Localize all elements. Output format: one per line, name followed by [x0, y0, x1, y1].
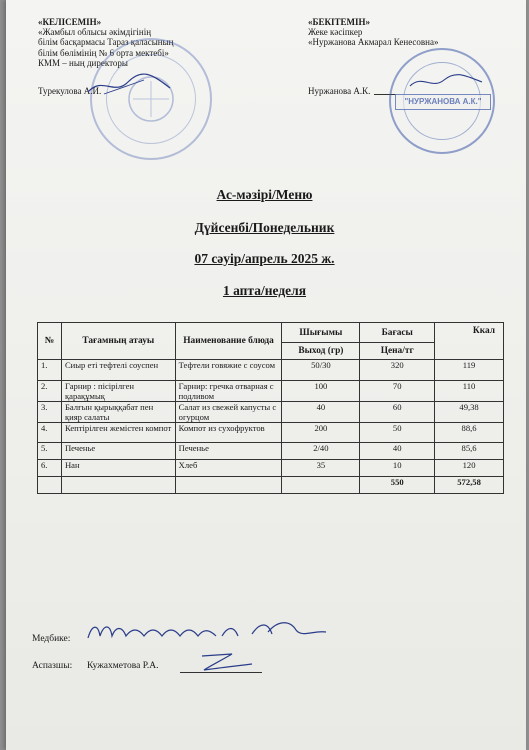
approval-block-right	[308, 17, 508, 48]
row-price: 320	[360, 360, 435, 381]
header-output-kz: Шығымы	[282, 323, 360, 343]
cook-signature	[192, 648, 262, 676]
day-title: Дүйсенбі/Понедельник	[194, 220, 335, 235]
row-price: 10	[360, 460, 435, 477]
header-idx: №	[38, 323, 62, 360]
row-name-ru: Салат из свежей капусты с огурцом	[175, 401, 282, 422]
header-kcal: Ккал	[435, 323, 504, 360]
row-output: 200	[282, 422, 360, 443]
row-name-ru: Печенье	[175, 443, 282, 460]
row-kcal: 49,38	[435, 401, 504, 422]
nurse-label: Медбике:	[32, 634, 71, 644]
row-price: 50	[360, 422, 435, 443]
row-price: 70	[360, 380, 435, 401]
menu-table	[37, 322, 504, 494]
row-name-kz: Гарнир : пісірілген қарақұмық	[61, 380, 175, 401]
date-title: 07 сәуір/апрель 2025 ж.	[194, 251, 335, 266]
header-price-ru: Цена/тг	[360, 343, 435, 360]
entrepreneur-stamp	[389, 48, 495, 154]
row-name-ru: Компот из сухофруктов	[175, 422, 282, 443]
table-row	[38, 380, 504, 401]
row-name-kz: Сиыр еті тефтелі соуспен	[61, 360, 175, 381]
row-name-kz: Балғын қырыққабат пен қияр салаты	[61, 401, 175, 422]
approval-line: білім бөлімінің № 6 орта мектебі»	[38, 47, 169, 58]
total-kcal: 572,58	[435, 477, 504, 494]
row-output: 50/30	[282, 360, 360, 381]
header-output-ru: Выход (гр)	[282, 343, 360, 360]
row-idx: 2.	[38, 380, 62, 401]
approval-line: Жеке кәсіпкер	[308, 27, 363, 38]
row-name-kz: Нан	[61, 460, 175, 477]
left-signer-name: Турекулова А.И.	[38, 86, 102, 96]
approval-line: «Нуржанова Акмарал Кенесовна»	[308, 37, 439, 48]
approval-line: КММ – ның директоры	[38, 57, 128, 68]
table-row	[38, 360, 504, 381]
row-price: 60	[360, 401, 435, 422]
row-output: 35	[282, 460, 360, 477]
row-kcal: 119	[435, 360, 504, 381]
row-output: 40	[282, 401, 360, 422]
entrepreneur-signature	[406, 70, 486, 94]
document-page	[6, 0, 526, 750]
row-name-ru: Хлеб	[175, 460, 282, 477]
table-row	[38, 422, 504, 443]
row-idx: 5.	[38, 443, 62, 460]
row-kcal: 120	[435, 460, 504, 477]
row-idx: 3.	[38, 401, 62, 422]
cook-name: Кужахметова Р.А.	[87, 661, 159, 671]
approval-title-right: «БЕКІТЕМІН»	[308, 17, 370, 27]
week-title: 1 апта/неделя	[222, 283, 307, 298]
row-output: 100	[282, 380, 360, 401]
row-kcal: 110	[435, 380, 504, 401]
row-idx: 6.	[38, 460, 62, 477]
total-price: 550	[360, 477, 435, 494]
total-row	[38, 477, 504, 494]
table-row	[38, 401, 504, 422]
approval-line: білім басқармасы Тараз қаласының	[38, 37, 174, 48]
row-idx: 4.	[38, 422, 62, 443]
approval-line: «Жамбыл облысы әкімдігінің	[38, 27, 152, 38]
row-price: 40	[360, 443, 435, 460]
row-idx: 1.	[38, 360, 62, 381]
approval-title-left: «КЕЛІСЕМІН»	[38, 17, 102, 27]
cook-label: Аспазшы:	[32, 661, 73, 671]
menu-title: Ас-мәзірі/Меню	[216, 187, 313, 202]
table-row	[38, 460, 504, 477]
row-name-kz: Печенье	[61, 443, 175, 460]
row-kcal: 88,6	[435, 422, 504, 443]
row-kcal: 85,6	[435, 443, 504, 460]
row-name-kz: Кептірілген жемістен компот	[61, 422, 175, 443]
row-name-ru: Тефтели говяжие с соусом	[175, 360, 282, 381]
row-name-ru: Гарнир: гречка отварная с подливом	[175, 380, 282, 401]
header-price-kz: Бағасы	[360, 323, 435, 343]
header-name-ru: Наименование блюда	[175, 323, 282, 360]
director-signature	[84, 70, 174, 100]
nurse-signature	[82, 616, 332, 650]
right-signer-name: Нуржанова А.К.	[308, 86, 371, 96]
header-name-kz: Тағамның атауы	[61, 323, 175, 360]
row-output: 2/40	[282, 443, 360, 460]
stamp-name-plate: "НУРЖАНОВА А.К."	[395, 94, 491, 110]
table-row	[38, 443, 504, 460]
